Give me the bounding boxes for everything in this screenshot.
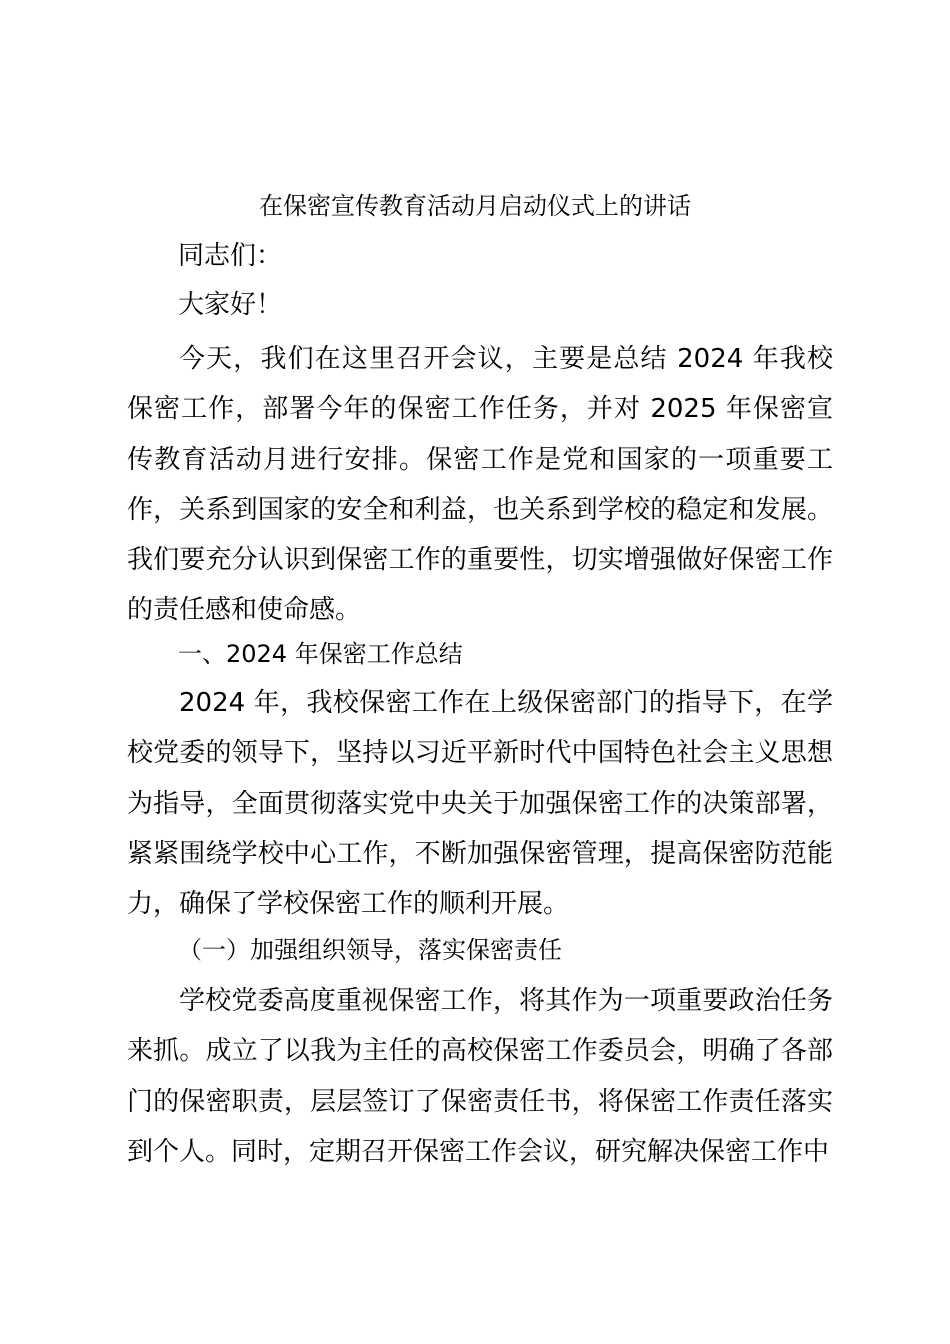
subsection-heading-organization: （一）加强组织领导，落实保密责任 <box>178 936 562 964</box>
salutation: 同志们： <box>178 241 283 271</box>
intro-paragraph: 今天，我们在这里召开会议，主要是总结 2024 年我校保密工作，部署今年的保密工作任务，并对 2025 年保密宣传教育活动月进行安排。保密工作是党和国家的一项重要工作，关系到国家的安全和利益，也关系到学校的稳定和发展。我们要充分认识到保密工作的重要性，切实增强做好保密工作的责任感和使命感。 <box>127 344 833 626</box>
document-title: 在保密宣传教育活动月启动仪式上的讲话 <box>259 192 691 220</box>
section-heading-summary: 一、2024 年保密工作总结 <box>178 640 463 668</box>
summary-paragraph: 2024 年，我校保密工作在上级保密部门的指导下，在学校党委的领导下，坚持以习近平新时代中国特色社会主义思想为指导，全面贯彻落实党中央关于加强保密工作的决策部署，紧紧围绕学校中心工作，不断加强保密管理，提高保密防范能力，确保了学校保密工作的顺利开展。 <box>127 688 833 920</box>
greeting: 大家好！ <box>178 290 283 320</box>
organization-paragraph: 学校党委高度重视保密工作，将其作为一项重要政治任务来抓。成立了以我为主任的高校保密工作委员会，明确了各部门的保密职责，层层签订了保密责任书，将保密工作责任落实到个人。同时，定期召开保密工作会议，研究解决保密工作中 <box>127 986 833 1167</box>
